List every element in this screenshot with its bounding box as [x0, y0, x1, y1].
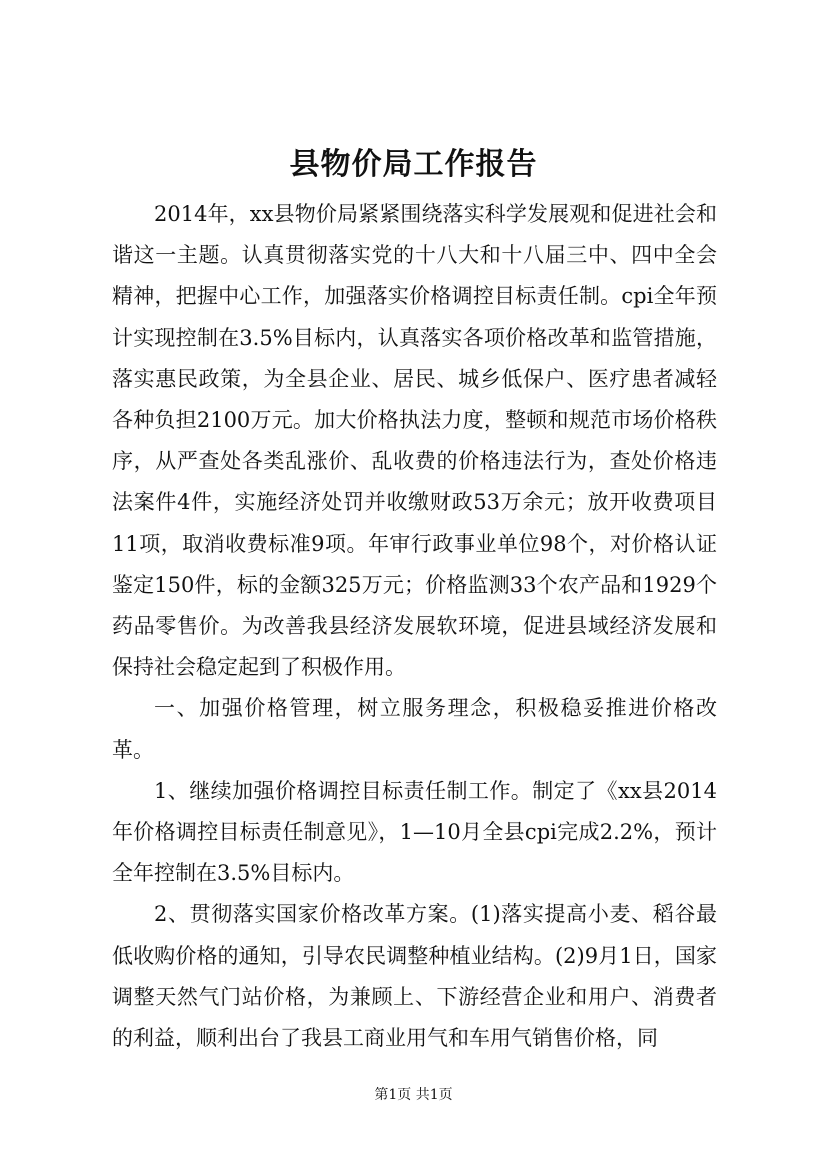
paragraph-item-2: 2、贯彻落实国家价格改革方案。(1)落实提高小麦、稻谷最低收购价格的通知，引导农民调整种植业结构。(2)9月1日，国家调整天然气门站价格，为兼顾上、下游经营企业和用户、消费者的利益，顺利出台了我县工商业用气和车用气销售价格，同 — [112, 902, 717, 1051]
document-body — [112, 194, 717, 1059]
paragraph-section-heading: 一、加强价格管理，树立服务理念，积极稳妥推进价格改革。 — [112, 696, 717, 762]
paragraph-summary: 2014年，xx县物价局紧紧围绕落实科学发展观和促进社会和谐这一主题。认真贯彻落实党的十八大和十八届三中、四中全会精神，把握中心工作，加强落实价格调控目标责任制。cpi全年预计实现控制在3.5%目标内，认真落实各项价格改革和监管措施，落实惠民政策，为全县企业、居民、城乡低保户、医疗患者减轻各种负担2100万元。加大价格执法力度，整顿和规范市场价格秩序，从严查处各类乱涨价、乱收费的价格违法行为，查处价格违法案件4件，实施经济处罚并收缴财政53万余元；放开收费项目11项，取消收费标准9项。年审行政事业单位98个，对价格认证鉴定150件，标的金额325万元；价格监测33个农产品和1929个药品零售价。为改善我县经济发展软环境，促进县域经济发展和保持社会稳定起到了积极作用。 — [112, 202, 718, 680]
page-footer: 第1页 共1页 — [374, 1087, 453, 1103]
paragraph-item-1: 1、继续加强价格调控目标责任制工作。制定了《xx县2014年价格调控目标责任制意见》，1—10月全县cpi完成2.2%，预计全年控制在3.5%目标内。 — [112, 778, 717, 886]
document-title: 县物价局工作报告 — [289, 147, 538, 182]
